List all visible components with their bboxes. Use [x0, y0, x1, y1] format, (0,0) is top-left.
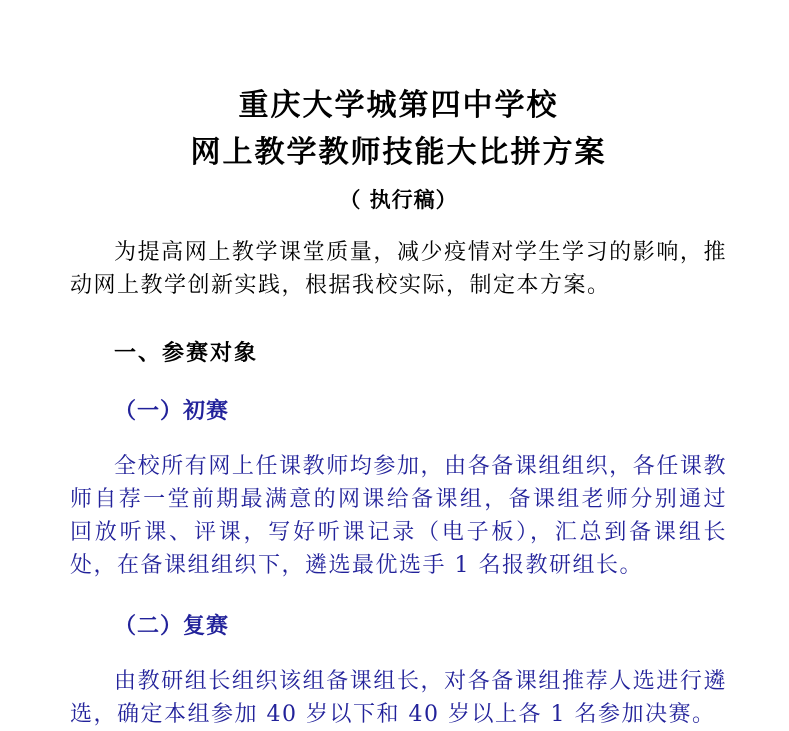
document-title-line-2: 网上教学教师技能大比拼方案 [190, 135, 607, 170]
subsection-heading-semifinal: （二）复赛 [114, 613, 230, 639]
subsection-heading-preliminary: （一）初赛 [114, 398, 230, 424]
intro-paragraph: 为提高网上教学课堂质量，减少疫情对学生学习的影响，推动网上教学创新实践，根据我校实际，制定本方案。 [70, 240, 727, 298]
section-heading-participants: 一、参赛对象 [114, 340, 259, 366]
semifinal-body-paragraph: 由教研组长组织该组备课组长，对各备课组推荐人选进行遴选，确定本组参加 40 岁以下和 40 岁以上各 1 名参加决赛。 [70, 669, 727, 727]
document-title-line-1: 重庆大学城第四中学校 [238, 88, 559, 123]
preliminary-body-paragraph: 全校所有网上任课教师均参加，由各备课组组织，各任课教师自荐一堂前期最满意的网课给备课组，备课组老师分别通过回放听课、评课，写好听课记录（电子板），汇总到备课组长处，在备课组组织下，遴选最优选手 1 名报教研组长。 [70, 454, 727, 578]
document-subtitle: （ 执行稿） [339, 187, 458, 212]
